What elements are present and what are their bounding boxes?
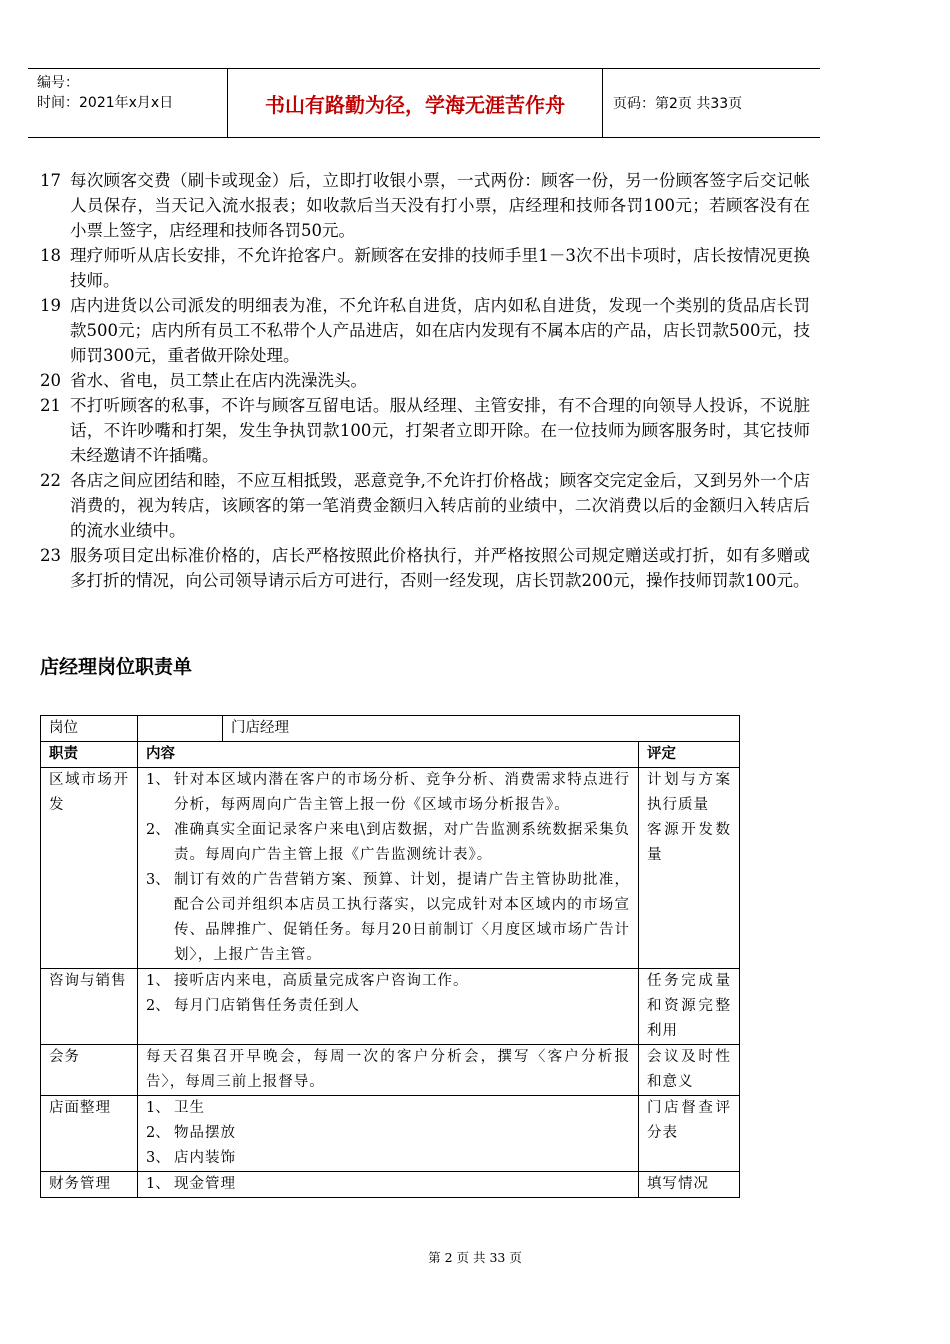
content-cell [138, 1096, 639, 1172]
rule-number: 21 [40, 396, 61, 415]
rule-number: 23 [40, 546, 61, 565]
rule-text: 服务项目定出标准价格的，店长严格按照此价格执行，并严格按照公司规定赠送或打折，如有多赠或多打折的情况，向公司领导请示后方可进行，否则一经发现，店长罚款200元，操作技师罚款100元。 [70, 546, 810, 590]
rule-number: 19 [40, 296, 61, 315]
section-title: 店经理岗位职责单 [40, 656, 193, 678]
rule-text: 不打听顾客的私事，不许与顾客互留电话。服从经理、主管安排，有不合理的向领导人投诉，不说脏话，不许吵嘴和打架，发生争执罚款100元，打架者立即开除。在一位技师为顾客服务时，其它技师未经邀请不许插嘴。 [70, 396, 810, 465]
content-cell [138, 768, 639, 969]
header-eval: 评定 [639, 742, 740, 768]
content-item [146, 1172, 630, 1197]
header-content: 内容 [138, 742, 639, 768]
duty-cell: 会务 [41, 1045, 138, 1096]
duty-cell: 咨询与销售 [41, 969, 138, 1045]
duty-cell: 财务管理 [41, 1172, 138, 1198]
position-value-cell [138, 716, 740, 742]
content-item-text: 接听店内来电，高质量完成客户咨询工作。 [174, 973, 469, 989]
duty-table [40, 715, 740, 1198]
rule-text: 每次顾客交费（刷卡或现金）后，立即打收银小票，一式两份：顾客一份，另一份顾客签字后交记帐人员保存，当天记入流水报表；如收款后当天没有打小票，店经理和技师各罚100元；若顾客没有在小票上签字，店经理和技师各罚50元。 [70, 171, 810, 240]
content-item-text: 准确真实全面记录客户来电\到店数据，对广告监测系统数据采集负责。每周向广告主管上报《广告监测统计表》。 [174, 822, 630, 863]
content-item-number: 1、 [146, 772, 170, 788]
rule-number: 17 [40, 171, 61, 190]
rules-list [40, 168, 810, 593]
content-item [146, 768, 630, 818]
content-item [146, 1146, 630, 1171]
rule-item [40, 543, 810, 593]
table-row [41, 1172, 740, 1198]
duty-cell: 区域市场开发 [41, 768, 138, 969]
content-item-text: 卫生 [174, 1100, 205, 1116]
eval-cell: 会议及时性和意义 [639, 1045, 740, 1096]
rule-item [40, 293, 810, 368]
content-item-number: 2、 [146, 1125, 170, 1141]
content-cell [138, 1172, 639, 1198]
eval-cell: 任务完成量和资源完整利用 [639, 969, 740, 1045]
header-motto: 书山有路勤为径，学海无涯苦作舟 [228, 69, 603, 137]
eval-cell: 填写情况 [639, 1172, 740, 1198]
rule-item [40, 393, 810, 468]
position-value: 门店经理 [222, 716, 739, 741]
position-label: 岗位 [49, 720, 78, 736]
content-item-text: 现金管理 [174, 1176, 236, 1192]
content-item [146, 994, 630, 1019]
position-row [41, 716, 740, 742]
rule-text: 各店之间应团结和睦，不应互相抵毁，恶意竞争,不允许打价格战；顾客交完定金后，又到另外一个店消费的，视为转店，该顾客的第一笔消费金额归入转店前的业绩中，二次消费以后的金额归入转店后的流水业绩中。 [70, 471, 810, 540]
rule-number: 22 [40, 471, 61, 490]
page-footer: 第 2 页 共 33 页 [428, 1250, 522, 1265]
content-item [146, 818, 630, 868]
document-number-label: 编号： [37, 75, 79, 91]
content-item [146, 1096, 630, 1121]
header-page-number: 页码：第2页 共33页 [613, 96, 743, 112]
content-item-text: 针对本区域内潜在客户的市场分析、竞争分析、消费需求特点进行分析，每两周向广告主管上报一份《区域市场分析报告》。 [174, 772, 630, 813]
content-item-text: 店内装饰 [174, 1150, 236, 1166]
position-label-cell [41, 716, 138, 742]
rule-text: 理疗师听从店长安排，不允许抢客户。新顾客在安排的技师手里1－3次不出卡项时，店长按情况更换技师。 [70, 246, 810, 290]
eval-cell: 计划与方案执行质量 客源开发数量 [639, 768, 740, 969]
content-item-number: 3、 [146, 1150, 170, 1166]
eval-cell: 门店督查评分表 [639, 1096, 740, 1172]
content-item-text: 每天召集召开早晚会，每周一次的客户分析会，撰写〈客户分析报告〉，每周三前上报督导。 [146, 1049, 630, 1090]
header-duty: 职责 [41, 742, 138, 768]
content-item-number: 1、 [146, 1100, 170, 1116]
content-item [146, 969, 630, 994]
content-item-number: 2、 [146, 998, 170, 1014]
rule-item [40, 468, 810, 543]
content-item-text: 物品摆放 [174, 1125, 236, 1141]
rule-item [40, 368, 810, 393]
content-item-text: 每月门店销售任务责任到人 [174, 998, 360, 1014]
content-cell [138, 1045, 639, 1096]
rule-number: 20 [40, 371, 61, 390]
content-item-number: 1、 [146, 973, 170, 989]
rule-text: 店内进货以公司派发的明细表为准，不允许私自进货，店内如私自进货，发现一个类别的货品店长罚款500元；店内所有员工不私带个人产品进店，如在店内发现有不属本店的产品，店长罚款500元，技师罚300元，重者做开除处理。 [70, 296, 810, 365]
content-cell [138, 969, 639, 1045]
rule-text: 省水、省电，员工禁止在店内洗澡洗头。 [70, 371, 367, 390]
content-item-text: 制订有效的广告营销方案、预算、计划，提请广告主管协助批准，配合公司并组织本店员工执行落实，以完成针对本区域内的市场宣传、品牌推广、促销任务。每月20日前制订〈月度区域市场广告计划〉，上报广告主管。 [174, 872, 630, 963]
rule-item [40, 243, 810, 293]
content-item-number: 3、 [146, 872, 170, 888]
content-item [146, 1045, 630, 1095]
content-item-number: 2、 [146, 822, 170, 838]
duty-cell: 店面整理 [41, 1096, 138, 1172]
header-meta [28, 69, 228, 137]
table-header-row [41, 742, 740, 768]
content-item-number: 1、 [146, 1176, 170, 1192]
content-item [146, 868, 630, 968]
document-time-label: 时间：2021年x月x日 [37, 95, 174, 111]
table-row [41, 1045, 740, 1096]
content-item [146, 1121, 630, 1146]
table-row [41, 969, 740, 1045]
rule-item [40, 168, 810, 243]
page-header [28, 68, 820, 138]
rule-number: 18 [40, 246, 61, 265]
table-row [41, 768, 740, 969]
table-row [41, 1096, 740, 1172]
